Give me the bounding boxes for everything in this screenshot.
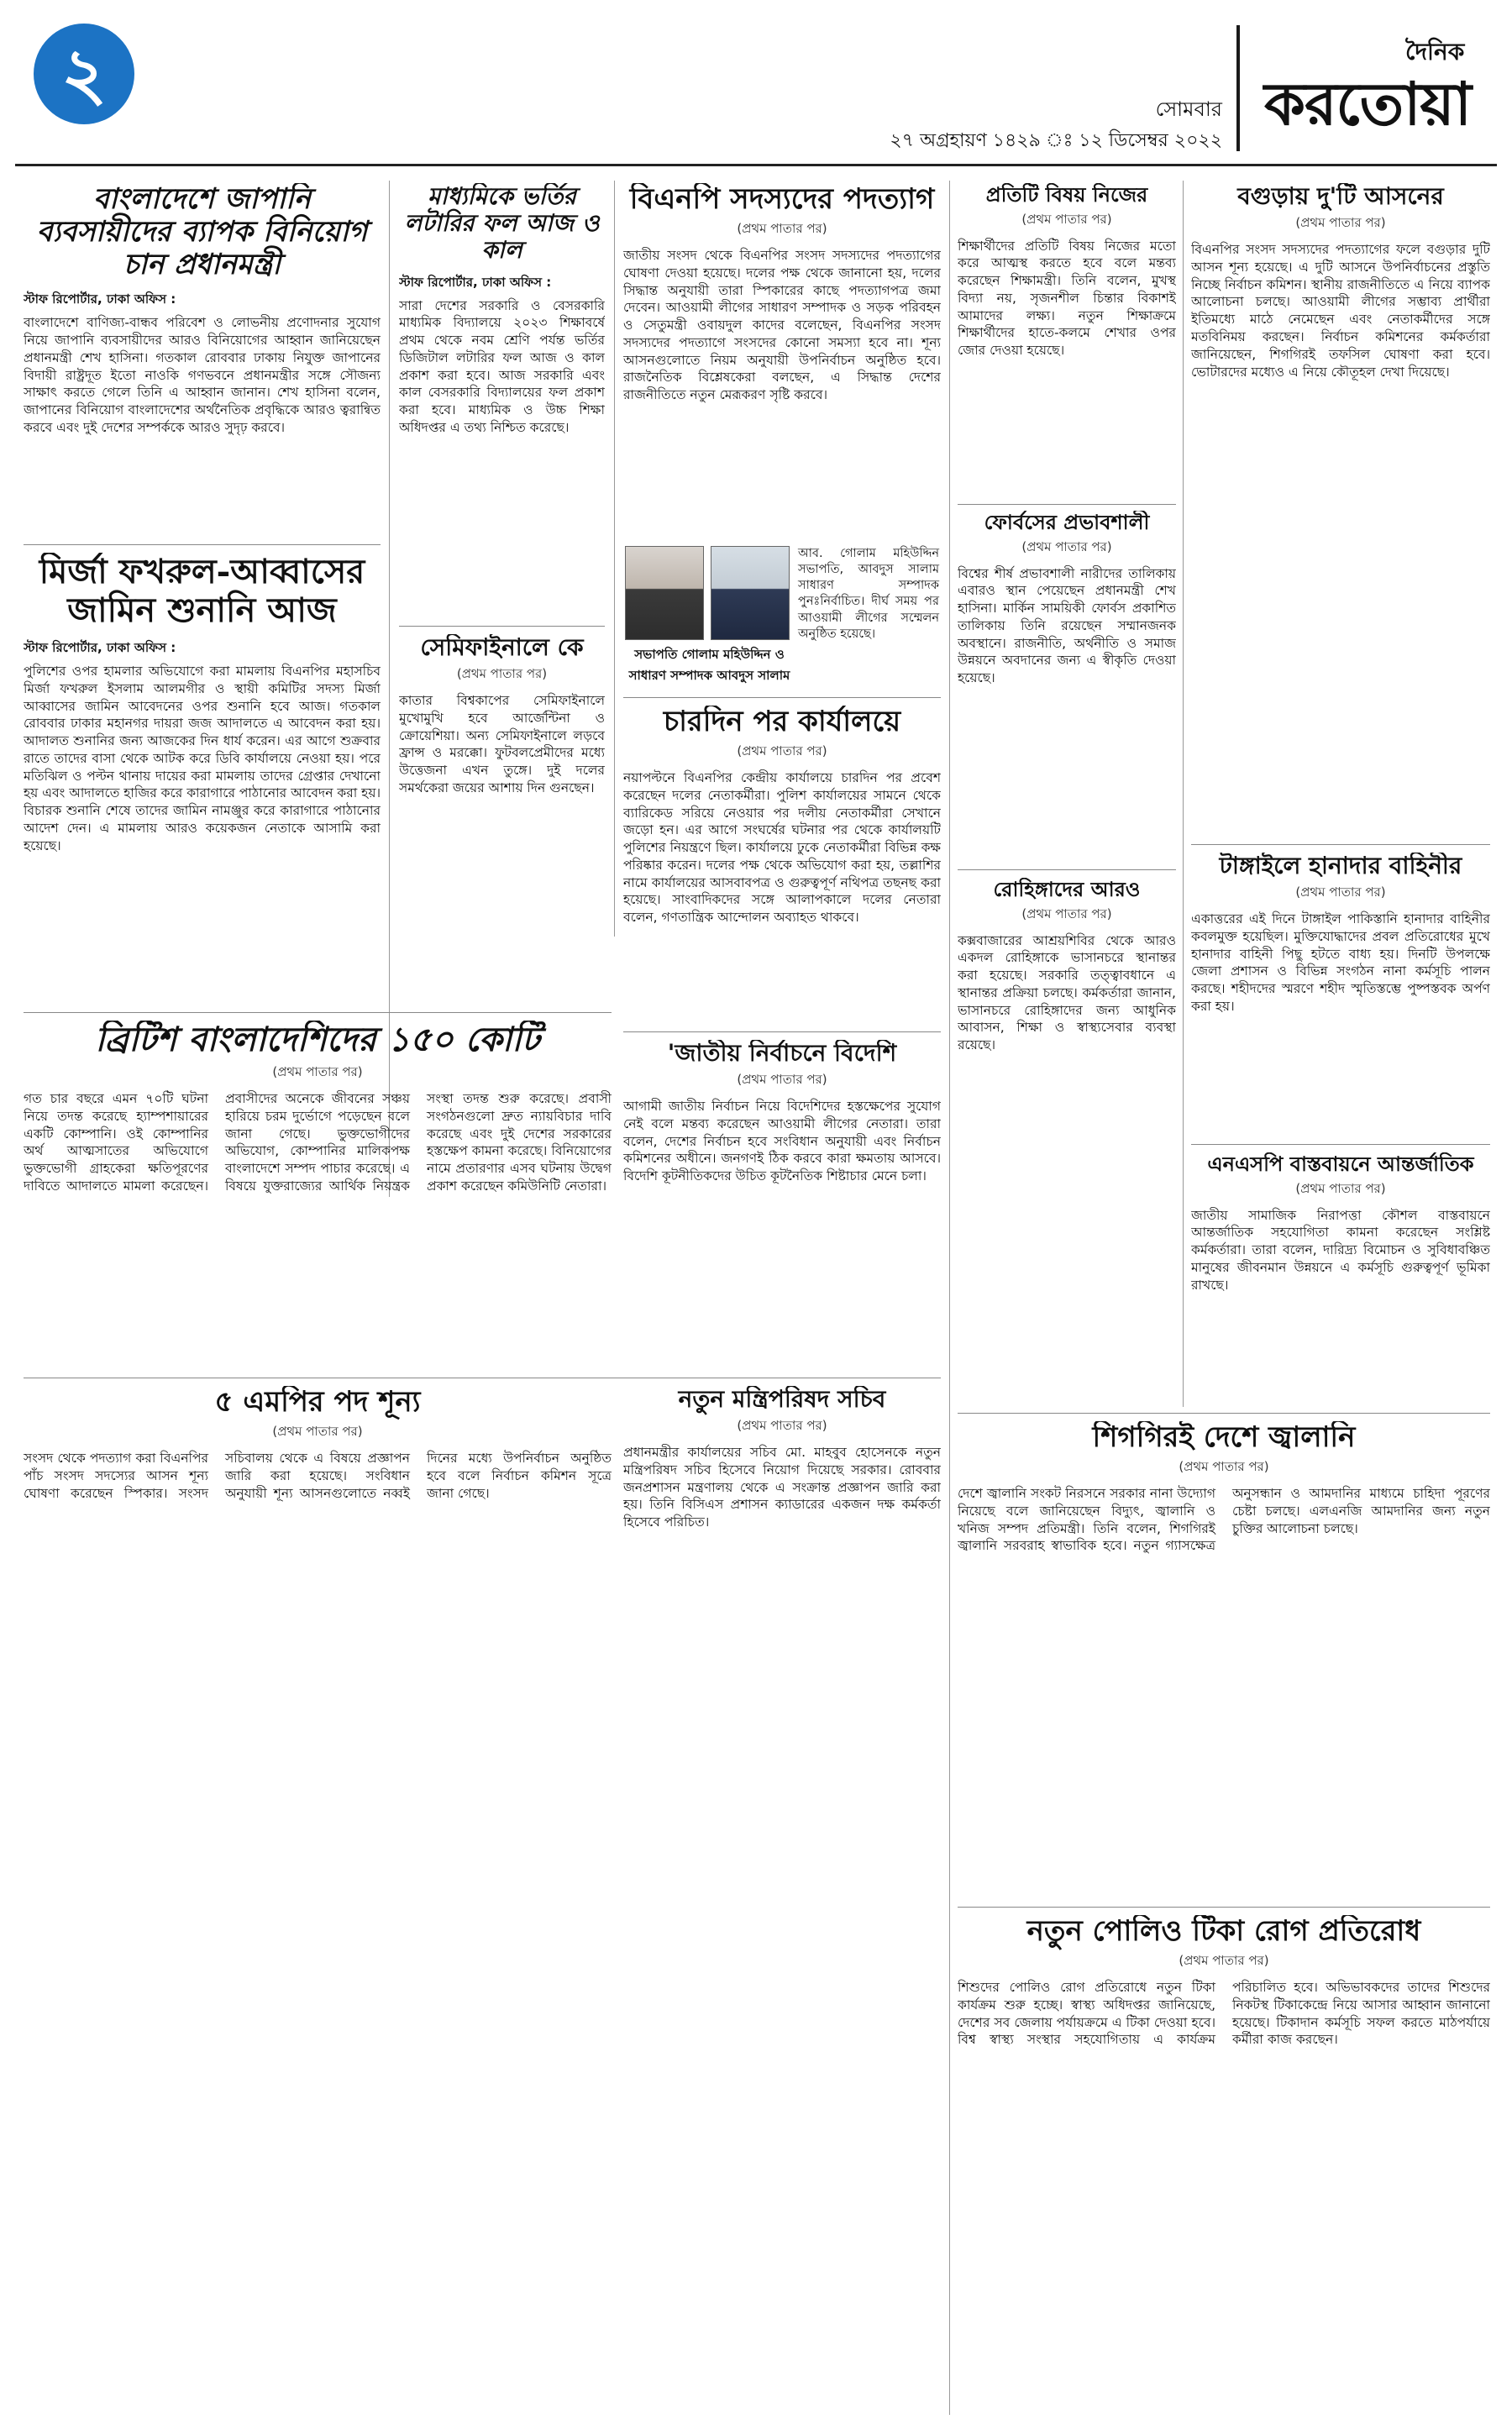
story-body: সংসদ থেকে পদত্যাগ করা বিএনপির পাঁচ সংসদ সদস্যের আসন শূন্য ঘোষণা করেছেন স্পিকার। সংসদ সচিবালয় থেকে এ বিষয়ে প্রজ্ঞাপন জারি করা হয়েছে। সংবিধান অনুযায়ী শূন্য আসনগুলোতে নব্বই দিনের মধ্যে উপনির্বাচন অনুষ্ঠিত হবে বলে নির্বাচন কমিশন সূত্রে জানা গেছে। <box>24 1451 612 1501</box>
photo-president <box>625 546 704 640</box>
jump-line: (প্রথম পাতার পর) <box>456 666 548 682</box>
weekday: সোমবার <box>1155 97 1222 121</box>
column-rule <box>949 181 950 2415</box>
story-body: দেশে জ্বালানি সংকট নিরসনে সরকার নানা উদ্যোগ নিয়েছে বলে জানিয়েছেন বিদ্যুৎ, জ্বালানি ও খনিজ সম্পদ প্রতিমন্ত্রী। তিনি বলেন, শিগগিরই জ্বালানি সরবরাহ স্বাভাবিক হবে। নতুন গ্যাসক্ষেত্র অনুসন্ধান ও আমদানির মাধ্যমে চাহিদা পূরণের চেষ্টা চলছে। এলএনজি আমদানির জন্য নতুন চুক্তির আলোচনা চলছে। <box>958 1486 1490 1554</box>
jump-line: (প্রথম পাতার পর) <box>737 1418 827 1434</box>
story-headline: এনএসপি বাস্তবায়নে আন্তর্জাতিক <box>1207 1152 1474 1176</box>
story-divider <box>399 626 605 627</box>
story-headline: প্রতিটি বিষয় নিজের <box>985 183 1148 207</box>
story-headline: নতুন মন্ত্রিপরিষদ সচিব <box>678 1386 886 1413</box>
story-tangail <box>1191 853 1490 1138</box>
story-british-bangladeshi <box>24 1021 612 1373</box>
story-headline: চারদিন পর কার্যালয়ে <box>663 706 901 738</box>
story-body: শিক্ষার্থীদের প্রতিটি বিষয় নিজের মতো করে আত্মস্থ করতে হবে বলে মন্তব্য করেছেন শিক্ষামন্ত্রী। তিনি বলেন, মুখস্থ বিদ্যা নয়, সৃজনশীল চিন্তার বিকাশই আমাদের লক্ষ্য। নতুন শিক্ষাক্রমে শিক্ষার্থীদের হাতে-কলমে শেখার ওপর জোর দেওয়া হয়েছে। <box>958 238 1176 359</box>
story-headline: রোহিঙ্গাদের আরও <box>993 878 1141 901</box>
story-byline: স্টাফ রিপোর্টার, ঢাকা অফিস : <box>24 640 176 655</box>
story-headline: বগুড়ায় দু'টি আসনের <box>1237 183 1444 210</box>
story-body: কক্সবাজারের আশ্রয়শিবির থেকে আরও একদল রোহিঙ্গাকে ভাসানচরে স্থানান্তর করা হয়েছে। সরকারি তত্ত্বাবধানে এ স্থানান্তর প্রক্রিয়া চলছে। কর্মকর্তারা জানান, ভাসানচরে রোহিঙ্গাদের জন্য আধুনিক আবাসন, শিক্ষা ও স্বাস্থ্যসেবার ব্যবস্থা রয়েছে। <box>958 932 1176 1053</box>
story-fuel <box>958 1421 1490 1900</box>
story-body: আগামী জাতীয় নির্বাচন নিয়ে বিদেশিদের হস্তক্ষেপের সুযোগ নেই বলে মন্তব্য করেছেন আওয়ামী লীগের নেতারা। তারা বলেন, দেশের নির্বাচন হবে সংবিধান অনুযায়ী এবং নির্বাচন কমিশনের অধীনে। জনগণই ঠিক করবে কারা ক্ষমতায় আসবে। বিদেশি কূটনীতিকদের উচিত কূটনৈতিক শিষ্টাচার মেনে চলা। <box>623 1099 941 1184</box>
jump-line: (প্রথম পাতার পর) <box>1295 215 1386 231</box>
story-headline: সেমিফাইনালে কে <box>420 634 584 661</box>
photo-side-text: আব. গোলাম মহিউদ্দিন সভাপতি, আবদুস সালাম সাধারণ সম্পাদক পুনঃনির্বাচিত। দীর্ঘ সময় পর আওয়ামী লীগের সম্মেলন অনুষ্ঠিত হয়েছে। <box>798 547 939 641</box>
story-headline: ব্রিটিশ বাংলাদেশিদের ১৫০ কোটি <box>95 1021 540 1059</box>
story-byline: স্টাফ রিপোর্টার, ঢাকা অফিস : <box>24 291 176 307</box>
story-divider <box>958 504 1176 505</box>
story-headline: মির্জা ফখরুল-আব্বাসের জামিন শুনানি আজ <box>39 553 365 630</box>
story-byline: স্টাফ রিপোর্টার, ঢাকা অফিস : <box>399 274 552 290</box>
story-bogura-seats <box>1191 183 1490 838</box>
story-body: সারা দেশের সরকারি ও বেসরকারি মাধ্যমিক বিদ্যালয়ে ২০২৩ শিক্ষাবর্ষে প্রথম থেকে নবম শ্রেণি পর্যন্ত ভর্তির ডিজিটাল লটারির ফল আজ ও কাল প্রকাশ করা হবে। আজ সরকারি এবং কাল বেসরকারি বিদ্যালয়ের ফল প্রকাশ করা হবে। মাধ্যমিক ও উচ্চ শিক্ষা অধিদপ্তর এ তথ্য নিশ্চিত করেছে। <box>399 297 605 435</box>
story-each-subject <box>958 183 1176 502</box>
story-divider <box>958 1907 1490 1908</box>
photo-secretary <box>711 546 790 640</box>
story-rohingya <box>958 878 1176 1407</box>
jump-line: (প্রথম পাতার পর) <box>737 743 827 759</box>
story-headline: মাধ্যমিকে ভর্তির লটারির ফল আজ ও কাল <box>404 183 600 265</box>
photo-caption: সভাপতি গোলাম মহিউদ্দিন ও সাধারণ সম্পাদক আবদুস সালাম <box>628 647 790 683</box>
story-nsp-international <box>1191 1152 1490 1404</box>
story-divider <box>1191 1144 1490 1145</box>
story-mirza-fakhrul <box>24 553 381 1006</box>
story-body: বিশ্বের শীর্ষ প্রভাবশালী নারীদের তালিকায় এবারও স্থান পেয়েছেন প্রধানমন্ত্রী শেখ হাসিনা। মার্কিন সাময়িকী ফোর্বস প্রকাশিত তালিকায় তিনি রয়েছেন সম্মানজনক অবস্থানে। রাজনীতি, অর্থনীতি ও সমাজ উন্নয়নে অবদানের জন্য এ স্বীকৃতি দেওয়া হয়েছে। <box>958 565 1176 686</box>
story-body: বিএনপির সংসদ সদস্যদের পদত্যাগের ফলে বগুড়ার দুটি আসন শূন্য হয়েছে। এ দুটি আসনে উপনির্বাচনের প্রস্তুতি নিচ্ছে নির্বাচন কমিশন। স্থানীয় রাজনীতিতে এ নিয়ে ব্যাপক আলোচনা চলছে। আওয়ামী লীগের সম্ভাব্য প্রার্থীরা ইতিমধ্যে মাঠে নেমেছেন এবং নেতাকর্মীদের সঙ্গে মতবিনিময় করছেন। নির্বাচন কমিশনের কর্মকর্তারা জানিয়েছেন, শিগগিরই তফসিল ঘোষণা করা হবে। ভোটারদের মধ্যেও এ নিয়ে কৌতূহল দেখা দিয়েছে। <box>1191 242 1490 380</box>
story-divider <box>958 1413 1490 1414</box>
masthead-rule <box>15 164 1497 166</box>
jump-line: (প্রথম পাতার পর) <box>1179 1953 1269 1969</box>
story-semifinal <box>399 634 605 1004</box>
story-five-mp-seats <box>24 1386 612 2411</box>
jump-line: (প্রথম পাতার পর) <box>1295 1180 1386 1196</box>
story-japan-investment <box>24 183 381 540</box>
story-bnp-resignation <box>623 183 941 536</box>
story-body: বাংলাদেশে বাণিজ্য-বান্ধব পরিবেশ ও লোভনীয় প্রণোদনার সুযোগ নিয়ে জাপানি ব্যবসায়ীদের আরও বিনিয়োগের আহ্বান জানিয়েছেন প্রধানমন্ত্রী শেখ হাসিনা। গতকাল রোববার ঢাকায় নিযুক্ত জাপানের বিদায়ী রাষ্ট্রদূত ইতো নাওকি গণভবনে প্রধানমন্ত্রীর সঙ্গে সৌজন্য সাক্ষাৎ করতে গেলে তিনি এ আহ্বান জানান। শেখ হাসিনা বলেন, জাপানের বিনিয়োগ বাংলাদেশের অর্থনৈতিক প্রবৃদ্ধিকে আরও ত্বরান্বিত করবে এবং দুই দেশের সম্পর্ককে আরও সুদৃঢ় করবে। <box>24 315 381 435</box>
story-divider <box>958 869 1176 870</box>
story-body: জাতীয় সামাজিক নিরাপত্তা কৌশল বাস্তবায়নে আন্তর্জাতিক সহযোগিতা কামনা করেছেন সংশ্লিষ্ট কর্মকর্তারা। তারা বলেন, দারিদ্র্য বিমোচন ও সুবিধাবঞ্চিত মানুষের জীবনমান উন্নয়নে এ কর্মসূচি গুরুত্বপূর্ণ ভূমিকা রাখছে। <box>1191 1207 1490 1293</box>
jump-line: (প্রথম পাতার পর) <box>737 1072 827 1088</box>
masthead <box>0 0 1512 168</box>
photo-box-committee <box>623 546 941 693</box>
story-body: গত চার বছরে এমন ৭০টি ঘটনা নিয়ে তদন্ত করেছে হ্যাম্পশায়ারের একটি কোম্পানি। ওই কোম্পানির অর্থ আত্মসাতের অভিযোগে ভুক্তভোগী গ্রাহকেরা ক্ষতিপূরণের দাবিতে আদালতে মামলা করেছেন। প্রবাসীদের অনেকে জীবনের সঞ্চয় হারিয়ে চরম দুর্ভোগে পড়েছেন বলে জানা গেছে। ভুক্তভোগীদের অভিযোগ, কোম্পানির মালিকপক্ষ বাংলাদেশে সম্পদ পাচার করেছে। এ বিষয়ে যুক্তরাজ্যের আর্থিক নিয়ন্ত্রক সংস্থা তদন্ত শুরু করেছে। প্রবাসী সংগঠনগুলো দ্রুত ন্যায়বিচার দাবি করেছে এবং দুই দেশের সরকারের হস্তক্ষেপ কামনা করেছে। বিনিয়োগের নামে প্রতারণার এসব ঘটনায় উদ্বেগ প্রকাশ করেছেন কমিউনিটি নেতারা। <box>24 1091 612 1194</box>
jump-line: (প্রথম পাতার পর) <box>1021 211 1112 227</box>
story-headline: শিগগিরই দেশে জ্বালানি <box>1092 1421 1356 1454</box>
story-admission-lottery <box>399 183 605 620</box>
story-body: প্রধানমন্ত্রীর কার্যালয়ের সচিব মো. মাহবুব হোসেনকে নতুন মন্ত্রিপরিষদ সচিব হিসেবে নিয়োগ দিয়েছে সরকার। রোববার জনপ্রশাসন মন্ত্রণালয় থেকে এ সংক্রান্ত প্রজ্ঞাপন জারি করা হয়। তিনি বিসিএস প্রশাসন ক্যাডারের একজন দক্ষ কর্মকর্তা হিসেবে পরিচিত। <box>623 1445 941 1530</box>
page-number-badge: ২ <box>34 24 134 124</box>
story-body: জাতীয় সংসদ থেকে বিএনপির সংসদ সদস্যদের পদত্যাগের ঘোষণা দেওয়া হয়েছে। দলের পক্ষ থেকে জানানো হয়, দলের সিদ্ধান্ত অনুযায়ী তারা স্পিকারের কাছে পদত্যাগপত্র জমা দেবেন। আওয়ামী লীগের সাধারণ সম্পাদক ও সড়ক পরিবহন ও সেতুমন্ত্রী ওবায়দুল কাদের বলেছেন, বিএনপির সংসদ সদস্যদের পদত্যাগে সংসদের কোনো সমস্যা হবে না। শূন্য আসনগুলোতে নিয়ম অনুযায়ী উপনির্বাচন অনুষ্ঠিত হবে। রাজনৈতিক বিশ্লেষকেরা বলছেন, এ সিদ্ধান্ত দেশের রাজনীতিতে নতুন মেরূকরণ সৃষ্টি করবে। <box>623 248 941 403</box>
jump-line: (প্রথম পাতার পর) <box>1179 1459 1269 1475</box>
story-divider <box>1191 844 1490 845</box>
newspaper-logo <box>1256 34 1499 151</box>
story-divider <box>623 697 941 698</box>
story-body: নয়াপল্টনে বিএনপির কেন্দ্রীয় কার্যালয়ে চারদিন পর প্রবেশ করেছেন দলের নেতাকর্মীরা। পুলিশ কার্যালয়ের সামনে থেকে ব্যারিকেড সরিয়ে নেওয়ার পর দলীয় নেতাকর্মীরা সেখানে জড়ো হন। এর আগে সংঘর্ষের ঘটনার পর থেকে কার্যালয়টি পুলিশের নিয়ন্ত্রণে ছিল। কার্যালয়ে ঢুকে নেতাকর্মীরা বিভিন্ন কক্ষ পরিষ্কার করেন। দলের পক্ষ থেকে অভিযোগ করা হয়, তল্লাশির নামে কার্যালয়ের আসবাবপত্র ও গুরুত্বপূর্ণ নথিপত্র তছনছ করা হয়েছে। সাংবাদিকদের সঙ্গে আলাপকালে দলের নেতারা বলেন, গণতান্ত্রিক আন্দোলন অব্যাহত থাকবে। <box>623 770 941 926</box>
story-divider <box>623 1031 941 1032</box>
story-headline: বিএনপি সদস্যদের পদত্যাগ <box>629 183 935 216</box>
story-headline: 'জাতীয় নির্বাচনে বিদেশি <box>667 1040 897 1067</box>
story-body: শিশুদের পোলিও রোগ প্রতিরোধে নতুন টিকা কার্যক্রম শুরু হচ্ছে। স্বাস্থ্য অধিদপ্তর জানিয়েছে, দেশের সব জেলায় পর্যায়ক্রমে এ টিকা দেওয়া হবে। বিশ্ব স্বাস্থ্য সংস্থার সহযোগিতায় এ কার্যক্রম পরিচালিত হবে। অভিভাবকদের তাদের শিশুদের নিকটস্থ টিকাকেন্দ্রে নিয়ে আসার আহ্বান জানানো হয়েছে। টিকাদান কর্মসূচি সফল করতে মাঠপর্যায়ে কর্মীরা কাজ করছেন। <box>958 1980 1490 2048</box>
story-headline: ফোর্বসের প্রভাবশালী <box>984 511 1150 534</box>
jump-line: (প্রথম পাতার পর) <box>1021 538 1112 554</box>
logo-big-text: করতোয়া <box>1264 69 1471 139</box>
jump-line: (প্রথম পাতার পর) <box>737 221 827 237</box>
story-body: একাত্তরের এই দিনে টাঙ্গাইল পাকিস্তানি হানাদার বাহিনীর কবলমুক্ত হয়েছিল। মুক্তিযোদ্ধাদের প্রবল প্রতিরোধের মুখে হানাদার বাহিনী পিছু হটতে বাধ্য হয়। দিনটি উপলক্ষে জেলা প্রশাসন ও বিভিন্ন সংগঠন নানা কর্মসূচি পালন করছে। শহীদদের স্মরণে শহীদ স্মৃতিস্তম্ভে পুষ্পস্তবক অর্পণ করা হয়। <box>1191 911 1490 1015</box>
story-headline: নতুন পোলিও টিকা রোগ প্রতিরোধ <box>1026 1915 1421 1948</box>
story-body: পুলিশের ওপর হামলার অভিযোগে করা মামলায় বিএনপির মহাসচিব মির্জা ফখরুল ইসলাম আলমগীর ও স্থায়ী কমিটির সদস্য মির্জা আব্বাসের জামিন আবেদনের ওপর শুনানি হবে আজ। গতকাল রোববার ঢাকার মহানগর দায়রা জজ আদালতে এ আবেদন করা হয়। আদালত শুনানির জন্য আজকের দিন ধার্য করেন। এর আগে শুক্রবার রাতে তাদের বাসা থেকে আটক করে ডিবি কার্যালয়ে নেওয়া হয়। পরে মতিঝিল ও পল্টন থানায় দায়ের করা মামলায় তাদের গ্রেপ্তার দেখানো হয় এবং আদালতে হাজির করে কারাগারে পাঠানোর আবেদন করা হয়। বিচারক শুনানি শেষে তাদের জামিন নামঞ্জুর করে কারাগারে পাঠানোর আদেশ দেন। এ মামলায় আরও কয়েকজন নেতাকে আসামি করা হয়েছে। <box>24 664 381 853</box>
issue-date: ২৭ অগ্রহায়ণ ১৪২৯ ঃ ১২ ডিসেম্বর ২০২২ <box>890 130 1222 151</box>
logo-small-text: দৈনিক <box>1405 38 1465 66</box>
story-new-cabinet-secretary <box>623 1386 941 2411</box>
jump-line: (প্রথম পাতার পর) <box>272 1424 363 1440</box>
masthead-divider <box>1236 25 1240 151</box>
story-headline: ৫ এমপির পদ শূন্য <box>214 1386 421 1419</box>
story-polio-vaccine <box>958 1915 1490 2411</box>
column-rule <box>614 181 615 937</box>
story-divider <box>24 1012 612 1013</box>
story-national-election <box>623 1040 941 1372</box>
story-forbes-influential <box>958 511 1176 863</box>
story-headline: বাংলাদেশে জাপানি ব্যবসায়ীদের ব্যাপক বিনিয়োগ চান প্রধানমন্ত্রী <box>36 183 368 282</box>
story-divider <box>24 544 381 545</box>
jump-line: (প্রথম পাতার পর) <box>272 1064 363 1079</box>
column-rule <box>1183 181 1184 1407</box>
jump-line: (প্রথম পাতার পর) <box>1295 884 1386 900</box>
jump-line: (প্রথম পাতার পর) <box>1021 905 1112 921</box>
story-headline: টাঙ্গাইলে হানাদার বাহিনীর <box>1219 853 1462 879</box>
story-body: কাতার বিশ্বকাপের সেমিফাইনালে মুখোমুখি হবে আর্জেন্টিনা ও ক্রোয়েশিয়া। অন্য সেমিফাইনালে লড়বে ফ্রান্স ও মরক্কো। ফুটবলপ্রেমীদের মধ্যে উত্তেজনা এখন তুঙ্গে। দুই দলের সমর্থকেরা জয়ের আশায় দিন গুনছেন। <box>399 693 605 796</box>
story-four-days-office <box>623 706 941 1025</box>
